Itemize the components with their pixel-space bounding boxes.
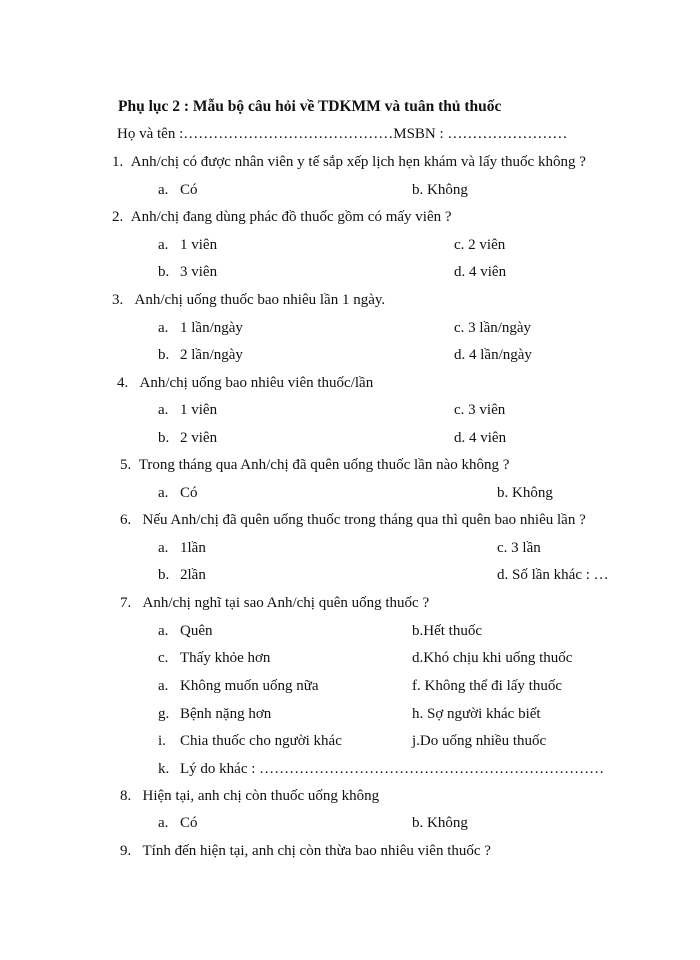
question-number: 7.: [120, 595, 132, 611]
option-7j: j.Do uống nhiều thuốc: [412, 733, 547, 749]
option-6b: b. 2lần: [158, 567, 206, 583]
option-3a: a. 1 lần/ngày: [158, 320, 243, 336]
question-5: [120, 457, 509, 474]
option-7h: h. Sợ người khác biết: [412, 706, 541, 722]
question-6: [120, 512, 586, 529]
option-6d: d. Số lần khác : …: [497, 567, 609, 583]
name-and-msbn-line: Họ và tên :……………………………………MSBN : ……………………: [117, 126, 568, 142]
question-number: 4.: [117, 375, 129, 391]
option-7g: g. Bệnh nặng hơn: [158, 706, 272, 722]
question-text: Trong tháng qua Anh/chị đã quên uống thuốc lần nào không ?: [138, 457, 510, 473]
option-2d: d. 4 viên: [454, 264, 507, 280]
option-3c: c. 3 lần/ngày: [454, 320, 532, 336]
option-1a: a. Có: [158, 182, 198, 198]
option-3b: b. 2 lần/ngày: [158, 347, 243, 363]
question-text: Anh/chị có được nhân viên y tế sắp xếp lịch hẹn khám và lấy thuốc không ?: [130, 154, 586, 170]
question-number: 9.: [120, 843, 132, 859]
option-5a: a. Có: [158, 485, 198, 501]
question-7: [120, 595, 429, 612]
option-7b: b.Hết thuốc: [412, 623, 482, 639]
option-2b: b. 3 viên: [158, 264, 218, 280]
option-6c: c. 3 lần: [497, 540, 541, 556]
question-text: Anh/chị đang dùng phác đồ thuốc gồm có mấy viên ?: [130, 209, 452, 225]
option-4b: b. 2 viên: [158, 430, 218, 446]
option-7d: d.Khó chịu khi uống thuốc: [412, 650, 573, 666]
question-text: Anh/chị uống thuốc bao nhiêu lần 1 ngày.: [134, 292, 386, 308]
question-9: [120, 843, 491, 860]
option-7e: a. Không muốn uống nữa: [158, 678, 319, 694]
option-8b: b. Không: [412, 815, 468, 831]
question-number: 5.: [120, 457, 132, 473]
option-7k: k. Lý do khác : ……………………………………………………………: [158, 761, 605, 777]
option-2c: c. 2 viên: [454, 237, 506, 253]
page-title: Phụ lục 2 : Mẫu bộ câu hỏi về TDKMM và tuân thủ thuốc: [118, 98, 502, 115]
question-text: Hiện tại, anh chị còn thuốc uống không: [142, 788, 380, 804]
option-6a: a. 1lần: [158, 540, 206, 556]
question-text: Anh/chị uống bao nhiêu viên thuốc/lần: [139, 375, 374, 391]
option-4a: a. 1 viên: [158, 402, 218, 418]
question-8: [120, 788, 379, 805]
question-text: Anh/chị nghĩ tại sao Anh/chị quên uống thuốc ?: [142, 595, 430, 611]
question-text: Nếu Anh/chị đã quên uống thuốc trong tháng qua thì quên bao nhiêu lần ?: [142, 512, 586, 528]
question-2: [112, 209, 452, 226]
option-3d: d. 4 lần/ngày: [454, 347, 532, 363]
option-1b: b. Không: [412, 182, 468, 198]
option-4d: d. 4 viên: [454, 430, 507, 446]
option-2a: a. 1 viên: [158, 237, 218, 253]
option-7f: f. Không thể đi lấy thuốc: [412, 678, 562, 694]
question-4: [117, 375, 373, 392]
question-number: 6.: [120, 512, 132, 528]
option-7i: i. Chia thuốc cho người khác: [158, 733, 342, 749]
question-number: 2.: [112, 209, 124, 225]
question-text: Tính đến hiện tại, anh chị còn thừa bao nhiêu viên thuốc ?: [142, 843, 491, 859]
question-number: 8.: [120, 788, 132, 804]
option-8a: a. Có: [158, 815, 198, 831]
question-1: [112, 154, 586, 171]
question-number: 3.: [112, 292, 124, 308]
option-7c: c. Thấy khỏe hơn: [158, 650, 271, 666]
option-7a: a. Quên: [158, 623, 213, 639]
question-number: 1.: [112, 154, 124, 170]
question-3: [112, 292, 385, 309]
option-5b: b. Không: [497, 485, 553, 501]
option-4c: c. 3 viên: [454, 402, 506, 418]
